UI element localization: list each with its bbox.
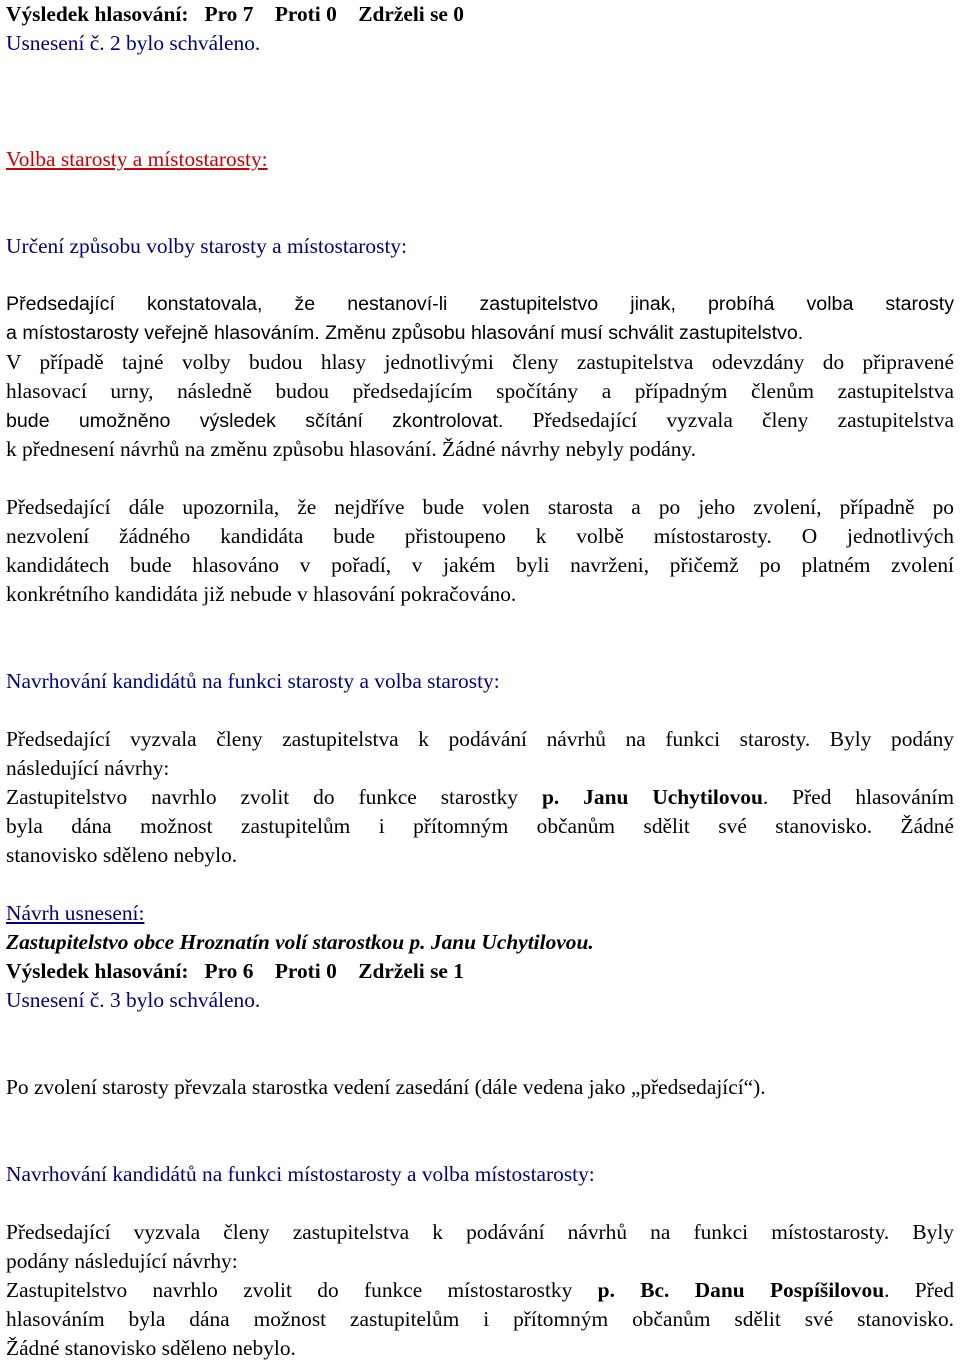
order-line-1: Předsedající dále upozornila, že nejdříve bude volen starosta a po jeho zvolení, případně po bbox=[6, 495, 954, 519]
heading-deputy: Navrhování kandidátů na funkci místostarosty a volba místostarosty: bbox=[6, 1162, 595, 1186]
proposal-text: Zastupitelstvo obce Hroznatín volí starostkou p. Janu Uchytilovou. bbox=[6, 930, 594, 954]
mayor-line-3 bbox=[6, 783, 954, 812]
vote-pro: Pro 7 bbox=[204, 2, 254, 26]
mayor-candidate: p. Janu Uchytilovou bbox=[541, 785, 763, 809]
mayor-line-2: následující návrhy: bbox=[6, 756, 170, 780]
heading-method: Určení způsobu volby starosty a místostarosty: bbox=[6, 234, 408, 258]
deputy-line-4: hlasováním byla dána možnost zastupitelům i přítomným občanům sdělit své stanovisko. bbox=[6, 1307, 954, 1331]
vote-result-1 bbox=[6, 0, 954, 29]
vote-pro: Pro 6 bbox=[204, 959, 254, 983]
vote-proti: Proti 0 bbox=[274, 2, 337, 26]
deputy-line-3c: . Před bbox=[884, 1278, 955, 1302]
method-line-5a: bude umožněno výsledek sčítání zkontrolovat. bbox=[6, 410, 504, 432]
deputy-line-3 bbox=[6, 1276, 954, 1305]
heading-election: Volba starosty a místostarosty: bbox=[6, 147, 268, 171]
method-line-1: Předsedající konstatovala, že nestanoví-li zastupitelstvo jinak, probíhá volba starosty bbox=[6, 293, 954, 315]
mayor-line-1: Předsedající vyzvala členy zastupitelstva k podávání návrhů na funkci starosty. Byly podány bbox=[6, 727, 954, 751]
order-line-2: nezvolení žádného kandidáta bude přistoupeno k volbě místostarosty. O jednotlivých bbox=[6, 524, 954, 548]
vote-result-2 bbox=[6, 957, 954, 986]
vote-zdrzeli: Zdrželi se 0 bbox=[358, 2, 464, 26]
mayor-line-4: byla dána možnost zastupitelům i přítomným občanům sdělit své stanovisko. Žádné bbox=[6, 814, 954, 838]
method-line-5 bbox=[6, 406, 954, 436]
method-line-3: V případě tajné volby budou hlasy jednotlivými členy zastupitelstva odevzdány do připravené bbox=[6, 350, 954, 374]
heading-mayor: Navrhování kandidátů na funkci starosty a volba starosty: bbox=[6, 669, 500, 693]
deputy-line-1: Předsedající vyzvala členy zastupitelstva k podávání návrhů na funkci místostarosty. Byly bbox=[6, 1220, 954, 1244]
method-line-4: hlasovací urny, následně budou předsedajícím spočítány a případným členům zastupitelstva bbox=[6, 379, 954, 403]
mayor-line-5: stanovisko sděleno nebylo. bbox=[6, 843, 238, 867]
order-line-3: kandidátech bude hlasováno v pořadí, v jakém byli navrženi, přičemž po platném zvolení bbox=[6, 553, 954, 577]
vote-label: Výsledek hlasování: bbox=[6, 2, 189, 26]
proposal-label: Návrh usnesení: bbox=[6, 901, 145, 925]
vote-zdrzeli: Zdrželi se 1 bbox=[358, 959, 464, 983]
resolution-1: Usnesení č. 2 bylo schváleno. bbox=[6, 31, 261, 55]
method-line-2: a místostarosty veřejně hlasováním. Změnu způsobu hlasování musí schválit zastupitelstvo. bbox=[6, 322, 804, 344]
method-line-6: k přednesení návrhů na změnu způsobu hlasování. Žádné návrhy nebyly podány. bbox=[6, 437, 697, 461]
method-line-5b: Předsedající vyzvala členy zastupitelstva bbox=[532, 408, 955, 432]
mayor-line-3a: Zastupitelstvo navrhlo zvolit do funkce starostky bbox=[6, 785, 518, 809]
vote-proti: Proti 0 bbox=[274, 959, 337, 983]
deputy-line-2: podány následující návrhy: bbox=[6, 1249, 238, 1273]
mayor-line-3c: . Před hlasováním bbox=[762, 785, 954, 809]
deputy-line-3a: Zastupitelstvo navrhlo zvolit do funkce místostarostky bbox=[6, 1278, 573, 1302]
vote-label: Výsledek hlasování: bbox=[6, 959, 189, 983]
order-line-4: konkrétního kandidáta již nebude v hlasování pokračováno. bbox=[6, 582, 517, 606]
deputy-line-5: Žádné stanovisko sděleno nebylo. bbox=[6, 1336, 296, 1360]
takeover-text: Po zvolení starosty převzala starostka vedení zasedání (dále vedena jako „předsedající“). bbox=[6, 1075, 766, 1099]
deputy-candidate: p. Bc. Danu Pospíšilovou bbox=[597, 1278, 885, 1302]
resolution-2: Usnesení č. 3 bylo schváleno. bbox=[6, 988, 261, 1012]
